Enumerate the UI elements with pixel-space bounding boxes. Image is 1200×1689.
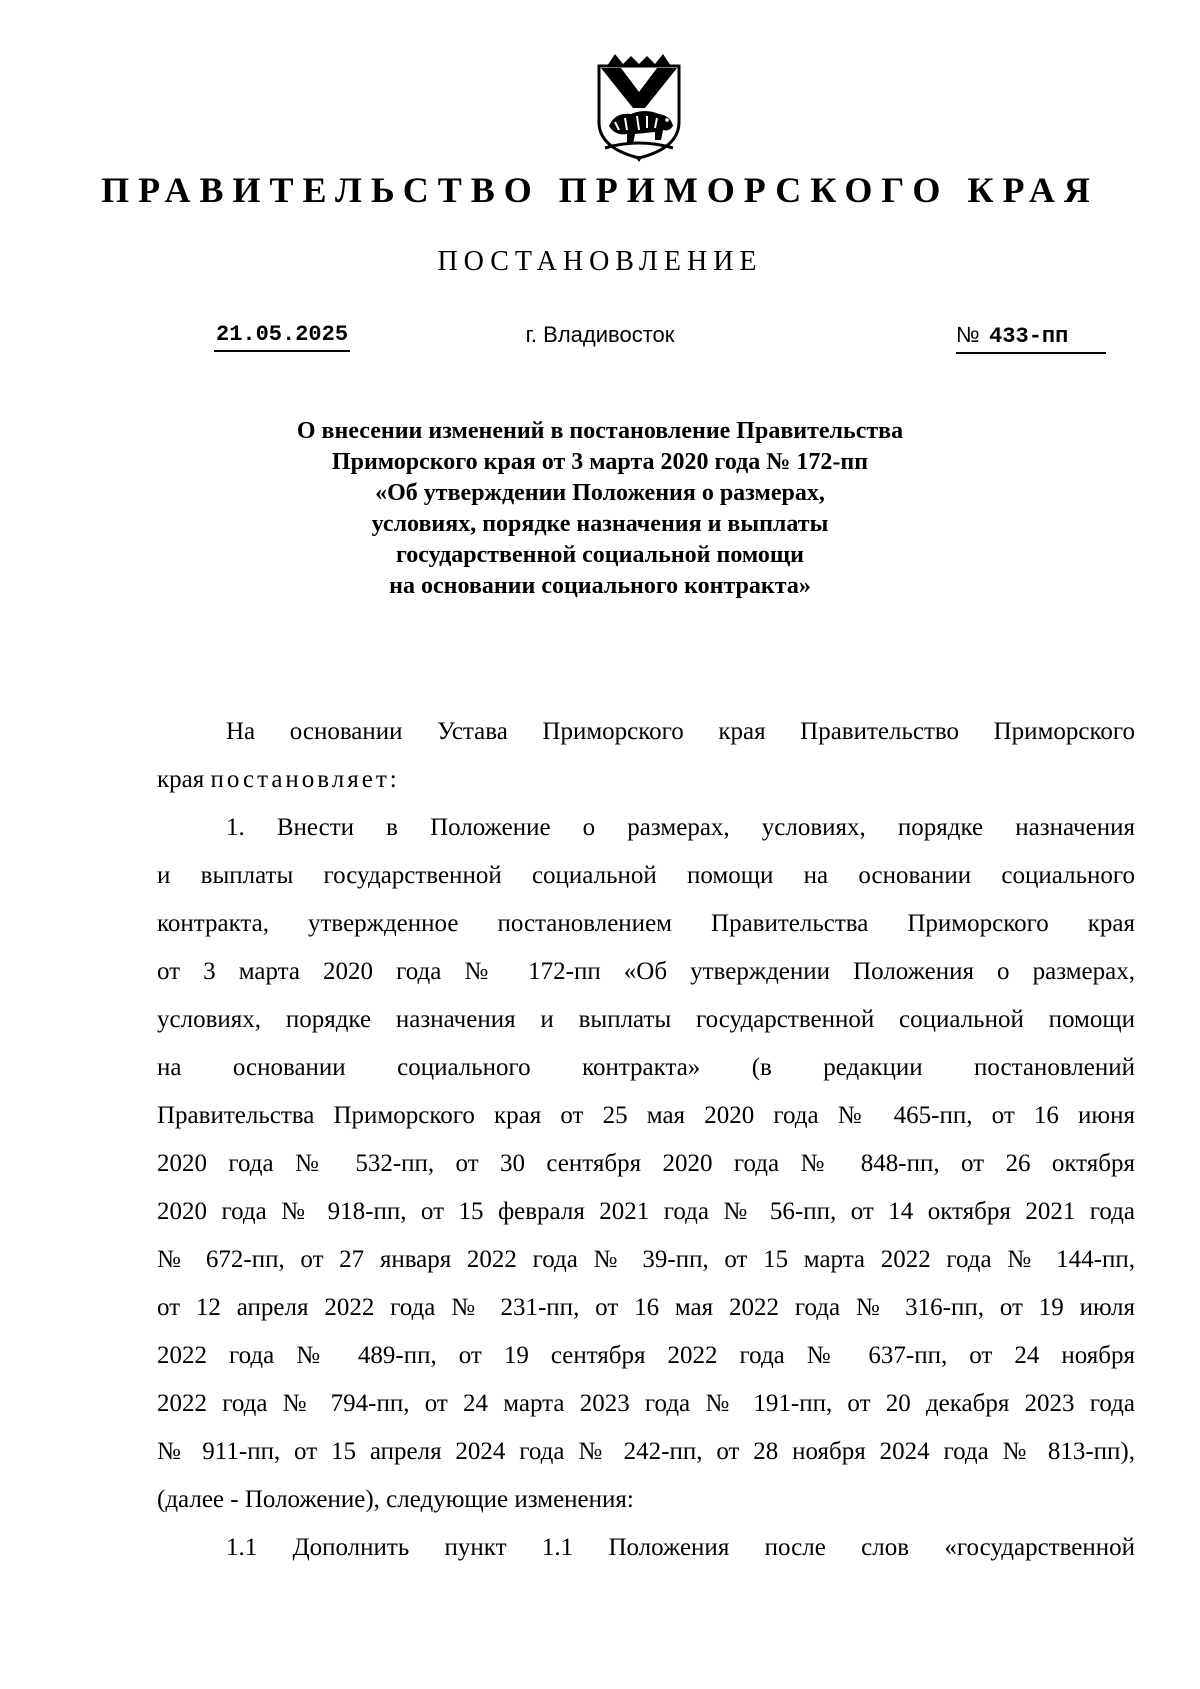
- body-line: Правительства Приморского края от 25 мая 2020 года № 465-пп, от 16 июня: [157, 1102, 1135, 1129]
- body-line: (далее - Положение), следующие изменения:: [157, 1486, 634, 1513]
- subject-line: «Об утверждении Положения о размерах,: [375, 480, 825, 506]
- city: г. Владивосток: [525, 322, 675, 347]
- number-sign: №: [956, 322, 980, 347]
- document-meta-row: [0, 320, 1200, 360]
- subject-line: Приморского края от 3 марта 2020 года № 172-пп: [331, 449, 869, 475]
- subject-line: на основании социального контракта»: [389, 573, 811, 599]
- coat-of-arms-emblem: [585, 52, 693, 162]
- subject-line: государственной социальной помощи: [396, 542, 804, 568]
- body-line: контракта, утвержденное постановлением Правительства Приморского края: [157, 910, 1135, 937]
- document-date: 21.05.2025: [214, 320, 350, 352]
- document-body: [157, 708, 1135, 1572]
- body-line: 1. Внести в Положение о размерах, условиях, порядке назначения: [226, 814, 1135, 841]
- body-line: На основании Устава Приморского края Правительство Приморского: [226, 718, 1135, 745]
- body-line: № 911-пп, от 15 апреля 2024 года № 242-пп, от 28 ноября 2024 года № 813-пп),: [157, 1438, 1135, 1465]
- body-line: от 12 апреля 2022 года № 231-пп, от 16 мая 2022 года № 316-пп, от 19 июля: [157, 1294, 1135, 1321]
- organization-title: ПРАВИТЕЛЬСТВО ПРИМОРСКОГО КРАЯ: [101, 170, 1099, 210]
- number-value: 433-пп: [989, 324, 1069, 349]
- body-line: 1.1 Дополнить пункт 1.1 Положения после слов «государственной: [226, 1534, 1135, 1561]
- body-line: [157, 756, 1135, 804]
- body-line: 2020 года № 918-пп, от 15 февраля 2021 года № 56-пп, от 14 октября 2021 года: [157, 1198, 1135, 1225]
- body-line: от 3 марта 2020 года № 172-пп «Об утверждении Положения о размерах,: [157, 958, 1135, 985]
- resolution-keyword: постановляет:: [210, 766, 400, 793]
- subject-line: условиях, порядке назначения и выплаты: [371, 511, 829, 537]
- document-number: [956, 320, 1106, 354]
- document-type: ПОСТАНОВЛЕНИЕ: [437, 246, 763, 277]
- subject-line: О внесении изменений в постановление Правительства: [296, 418, 904, 444]
- body-line: 2022 года № 794-пп, от 24 марта 2023 года № 191-пп, от 20 декабря 2023 года: [157, 1390, 1135, 1417]
- body-text-fragment: края: [157, 766, 205, 793]
- body-line: на основании социального контракта» (в редакции постановлений: [157, 1054, 1135, 1081]
- body-line: и выплаты государственной социальной помощи на основании социального: [157, 862, 1135, 889]
- body-line: условиях, порядке назначения и выплаты государственной социальной помощи: [157, 1006, 1135, 1033]
- body-line: № 672-пп, от 27 января 2022 года № 39-пп, от 15 марта 2022 года № 144-пп,: [157, 1246, 1135, 1273]
- coat-of-arms-icon: [585, 52, 693, 162]
- document-subject: [0, 416, 1200, 602]
- body-line: 2022 года № 489-пп, от 19 сентября 2022 года № 637-пп, от 24 ноября: [157, 1342, 1135, 1369]
- body-line: 2020 года № 532-пп, от 30 сентября 2020 года № 848-пп, от 26 октября: [157, 1150, 1135, 1177]
